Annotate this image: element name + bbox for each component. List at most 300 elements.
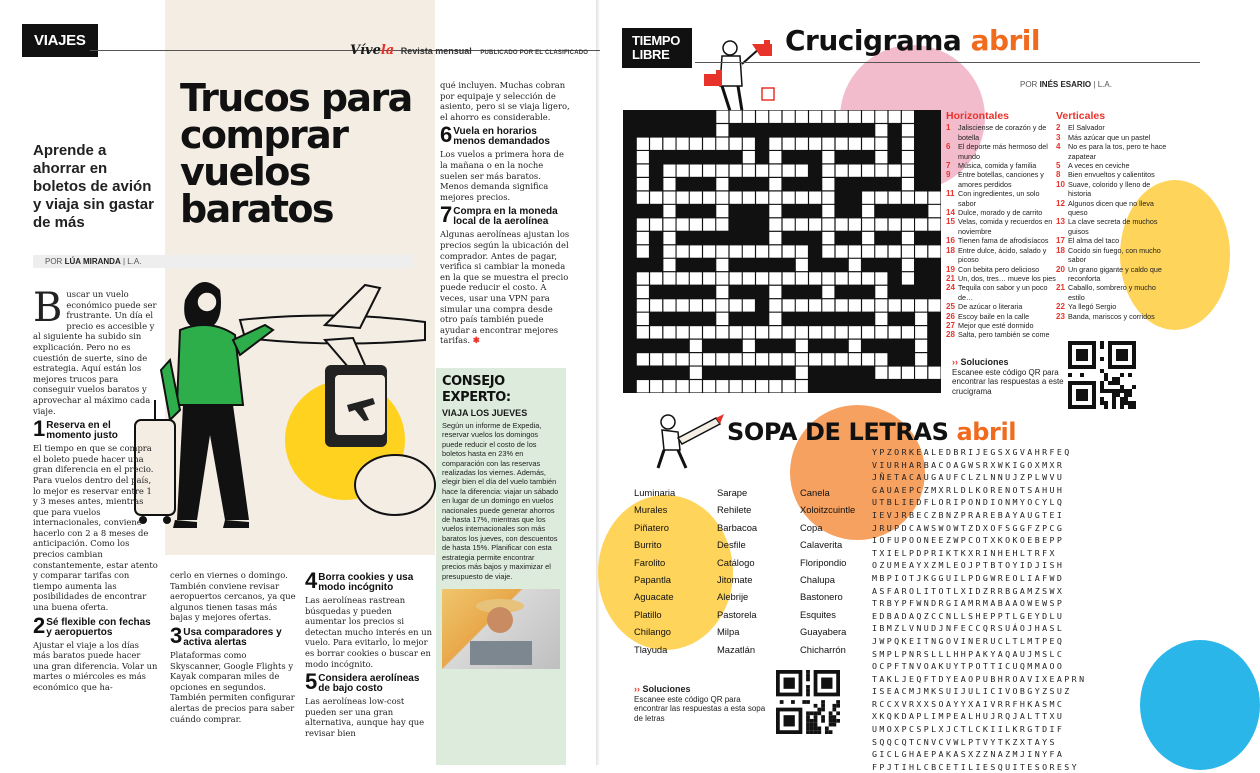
crossword-cell[interactable] [796,380,808,392]
crossword-cell[interactable] [743,138,755,150]
crossword-cell[interactable] [902,124,914,136]
crossword-cell[interactable] [663,272,675,284]
crossword-cell[interactable] [796,353,808,365]
crossword-cell[interactable] [716,178,728,190]
crossword-cell[interactable] [875,286,887,298]
crossword-cell[interactable] [769,286,781,298]
crossword-cell[interactable] [796,165,808,177]
crossword-cell[interactable] [809,218,821,230]
crossword-cell[interactable] [822,138,834,150]
crossword-cell[interactable] [849,299,861,311]
crossword-cell[interactable] [703,272,715,284]
crossword-cell[interactable] [716,124,728,136]
crossword-cell[interactable] [822,192,834,204]
crossword-cell[interactable] [849,245,861,257]
crossword-cell[interactable] [836,111,848,123]
crossword-cell[interactable] [663,353,675,365]
tip-7-heading: 7 Compra en la moneda local de la aerolínea [440,202,558,228]
word-item: Floripondio [800,556,847,568]
crossword-cell[interactable] [915,326,927,338]
crossword-cell[interactable] [809,353,821,365]
crossword-cell[interactable] [637,353,649,365]
crossword-cell[interactable] [889,367,901,379]
crossword-cell[interactable] [809,326,821,338]
word-item: Alebrije [717,591,749,603]
crossword-cell[interactable] [677,272,689,284]
pencil-man-illustration [650,410,725,470]
crossword-cell[interactable] [637,272,649,284]
crossword-cell[interactable] [769,299,781,311]
crossword-cell[interactable] [690,326,702,338]
crossword-cell[interactable] [637,326,649,338]
crossword-cell[interactable] [862,245,874,257]
crossword-cell[interactable] [849,353,861,365]
crossword-cell[interactable] [889,245,901,257]
crossword-cell[interactable] [875,124,887,136]
crossword-cell[interactable] [730,138,742,150]
crossword-cell[interactable] [716,380,728,392]
crossword-cell[interactable] [902,111,914,123]
crossword-cell[interactable] [849,272,861,284]
crossword-cell[interactable] [637,192,649,204]
crossword-grid[interactable] [623,110,941,393]
crossword-cell[interactable] [875,245,887,257]
crossword-cell[interactable] [862,218,874,230]
crossword-cell[interactable] [703,165,715,177]
crossword-cell[interactable] [809,299,821,311]
crossword-cell[interactable] [663,205,675,217]
crossword-cell[interactable] [889,192,901,204]
crossword-cell[interactable] [783,326,795,338]
crossword-cell[interactable] [756,353,768,365]
crossword-cell[interactable] [730,326,742,338]
crossword-cell[interactable] [637,286,649,298]
crossword-cell[interactable] [756,245,768,257]
crossword-cell[interactable] [637,151,649,163]
crossword-cell[interactable] [769,192,781,204]
crossword-cell[interactable] [716,353,728,365]
crossword-cell[interactable] [928,205,940,217]
crossword-cell[interactable] [928,245,940,257]
crossword-cell[interactable] [849,165,861,177]
crossword-cell[interactable] [663,165,675,177]
crossword-cell[interactable] [849,326,861,338]
crossword-cell[interactable] [703,138,715,150]
crossword-cell[interactable] [822,326,834,338]
crossword-cell[interactable] [637,165,649,177]
crossword-cell[interactable] [796,259,808,271]
crossword-cell[interactable] [650,272,662,284]
crossword-cell[interactable] [769,165,781,177]
crossword-cell[interactable] [677,138,689,150]
crossword-cell[interactable] [796,326,808,338]
crossword-cell[interactable] [743,299,755,311]
crossword-cell[interactable] [783,353,795,365]
crossword-cell[interactable] [743,380,755,392]
crossword-cell[interactable] [915,299,927,311]
crossword-cell[interactable] [849,111,861,123]
crossword-cell[interactable] [769,313,781,325]
crossword-cell[interactable] [849,138,861,150]
crossword-cell[interactable] [716,326,728,338]
crossword-cell[interactable] [822,272,834,284]
wordsearch-row: UTBLIEDFLORIPONDIONMYOCYLQ [872,497,1065,508]
crossword-cell[interactable] [822,353,834,365]
crossword-cell[interactable] [796,245,808,257]
crossword-cell[interactable] [796,138,808,150]
crossword-cell[interactable] [862,326,874,338]
crossword-cell[interactable] [690,340,702,352]
crossword-cell[interactable] [783,138,795,150]
crossword-cell[interactable] [677,299,689,311]
crossword-cell[interactable] [836,138,848,150]
crossword-cell[interactable] [836,299,848,311]
crossword-cell[interactable] [690,165,702,177]
crossword-cell[interactable] [889,218,901,230]
crossword-cell[interactable] [783,192,795,204]
crossword-cell[interactable] [637,380,649,392]
crossword-cell[interactable] [730,353,742,365]
crossword-cell[interactable] [783,299,795,311]
crossword-cell[interactable] [915,218,927,230]
crossword-cell[interactable] [650,353,662,365]
crossword-cell[interactable] [796,192,808,204]
crossword-cell[interactable] [637,218,649,230]
crossword-cell[interactable] [862,299,874,311]
crossword-cell[interactable] [650,380,662,392]
crossword-cell[interactable] [769,218,781,230]
crossword-cell[interactable] [836,165,848,177]
crossword-cell[interactable] [809,138,821,150]
crossword-cell[interactable] [915,192,927,204]
crossword-cell[interactable] [796,111,808,123]
crossword-cell[interactable] [716,111,728,123]
crossword-cell[interactable] [889,111,901,123]
crossword-cell[interactable] [690,218,702,230]
crossword-cell[interactable] [809,192,821,204]
crossword-cell[interactable] [703,299,715,311]
crossword-cell[interactable] [796,299,808,311]
crossword-cell[interactable] [915,340,927,352]
clue-text: Jalisciense de corazón y de botella [958,123,1047,142]
crossword-cell[interactable] [690,353,702,365]
crossword-cell[interactable] [836,353,848,365]
crossword-cell[interactable] [769,380,781,392]
crossword-cell[interactable] [796,272,808,284]
crossword-cell[interactable] [743,353,755,365]
crossword-cell[interactable] [663,245,675,257]
crossword-cell[interactable] [822,245,834,257]
crossword-cell[interactable] [783,380,795,392]
wordsearch-grid[interactable] [872,446,1086,773]
crossword-cell[interactable] [716,299,728,311]
crossword-cell[interactable] [889,299,901,311]
crossword-cell[interactable] [849,340,861,352]
crossword-cell[interactable] [677,165,689,177]
crossword-cell[interactable] [822,286,834,298]
crossword-cell[interactable] [862,272,874,284]
clue-text: Tienen fama de afrodisíacos [958,236,1049,246]
crossword-cell[interactable] [902,218,914,230]
crossword-cell[interactable] [836,272,848,284]
wordsearch-qr-code[interactable] [776,670,840,734]
crossword-cell[interactable] [690,138,702,150]
crossword-cell[interactable] [637,138,649,150]
crossword-cell[interactable] [822,205,834,217]
crossword-cell[interactable] [637,313,649,325]
crossword-cell[interactable] [902,151,914,163]
crossword-cell[interactable] [743,165,755,177]
crossword-cell[interactable] [769,151,781,163]
clue-number: 21 [1056,283,1065,293]
crossword-cell[interactable] [822,165,834,177]
crossword-cell[interactable] [915,313,927,325]
crossword-cell[interactable] [663,138,675,150]
crossword-cell[interactable] [783,245,795,257]
crossword-cell[interactable] [677,326,689,338]
tip-4-body: Las aerolíneas rastrean búsquedas y pueden aumentar los precios si detectan mucho interés en un vuelo. Para evitarlo, lo mejor es borrar cookies o buscar en modo incógnito. [305,595,432,669]
crossword-cell[interactable] [928,218,940,230]
crossword-cell[interactable] [703,380,715,392]
crossword-cell[interactable] [902,245,914,257]
crossword-cell[interactable] [769,326,781,338]
crossword-cell[interactable] [650,218,662,230]
crossword-cell[interactable] [822,111,834,123]
crossword-cell[interactable] [716,259,728,271]
crossword-cell[interactable] [716,218,728,230]
crossword-cell[interactable] [769,245,781,257]
crossword-cell[interactable] [875,138,887,150]
crossword-cell[interactable] [902,299,914,311]
clue-item [1056,123,1174,132]
crossword-cell[interactable] [730,299,742,311]
crossword-cell[interactable] [902,165,914,177]
crossword-cell[interactable] [875,313,887,325]
crossword-cell[interactable] [716,245,728,257]
crossword-cell[interactable] [875,299,887,311]
crossword-cell[interactable] [769,111,781,123]
crossword-cell[interactable] [889,326,901,338]
crossword-cell[interactable] [663,326,675,338]
crossword-cell[interactable] [716,205,728,217]
crossword-cell[interactable] [889,165,901,177]
crossword-cell[interactable] [650,138,662,150]
word-item: Xoloitzcuintle [800,504,856,516]
crossword-cell[interactable] [677,353,689,365]
crossword-cell[interactable] [902,326,914,338]
clue-number: 4 [1056,142,1061,152]
crossword-cell[interactable] [862,353,874,365]
crossword-cell[interactable] [716,192,728,204]
crossword-cell[interactable] [677,245,689,257]
crossword-cell[interactable] [769,138,781,150]
crossword-cell[interactable] [663,192,675,204]
crossword-cell[interactable] [875,151,887,163]
crossword-cell[interactable] [915,367,927,379]
crossword-cell[interactable] [663,178,675,190]
crossword-cell[interactable] [690,272,702,284]
crossword-cell[interactable] [902,192,914,204]
crossword-cell[interactable] [836,326,848,338]
expert-tip-box [436,368,566,765]
crossword-cell[interactable] [650,299,662,311]
crossword-cell[interactable] [862,192,874,204]
crossword-cell[interactable] [663,218,675,230]
crossword-cell[interactable] [769,178,781,190]
crossword-cell[interactable] [875,367,887,379]
crossword-cell[interactable] [769,232,781,244]
crossword-cell[interactable] [730,380,742,392]
crossword-cell[interactable] [677,218,689,230]
crossword-cell[interactable] [756,111,768,123]
crossword-cell[interactable] [822,299,834,311]
crossword-cell[interactable] [663,380,675,392]
crossword-cell[interactable] [783,165,795,177]
clue-text: Banda, mariscos y corridos [1068,311,1155,321]
crossword-cell[interactable] [915,353,927,365]
clue-number: 21 [946,273,955,283]
crossword-cell[interactable] [743,151,755,163]
crossword-cell[interactable] [875,218,887,230]
crossword-cell[interactable] [756,192,768,204]
crossword-cell[interactable] [928,192,940,204]
crossword-cell[interactable] [875,353,887,365]
crossword-cell[interactable] [716,138,728,150]
crossword-cell[interactable] [637,245,649,257]
crossword-cell[interactable] [637,178,649,190]
crossword-cell[interactable] [769,353,781,365]
crossword-cell[interactable] [690,192,702,204]
crossword-cell[interactable] [822,232,834,244]
clue-item [1056,246,1174,265]
word-item: Sarape [717,487,748,498]
crossword-cell[interactable] [756,165,768,177]
crossword-cell[interactable] [663,299,675,311]
tip-7-body: Algunas aerolíneas ajustan los precios según la ubicación del comprador. Antes de pagar, verifica si cambiar la moneda en la que se muestra el precio puede reducir el costo. A veces, usar una VPN para simular una compra desde otro país también puede ayudar a encontrar mejores tarifas. ✱ [440,229,570,346]
crossword-cell[interactable] [703,245,715,257]
crossword-cell[interactable] [690,367,702,379]
crossword-cell[interactable] [783,272,795,284]
crossword-cell[interactable] [902,259,914,271]
crossword-cell[interactable] [875,165,887,177]
crossword-cell[interactable] [862,111,874,123]
crossword-cell[interactable] [703,326,715,338]
crossword-cell[interactable] [703,192,715,204]
crossword-cell[interactable] [690,299,702,311]
clue-text: El Salvador [1068,123,1105,133]
crossword-cell[interactable] [703,218,715,230]
crossword-cell[interactable] [637,232,649,244]
crossword-cell[interactable] [677,380,689,392]
crossword-qr-code[interactable] [1068,341,1136,409]
crossword-cell[interactable] [875,326,887,338]
crossword-cell[interactable] [928,299,940,311]
crossword-cell[interactable] [650,192,662,204]
crossword-cell[interactable] [902,367,914,379]
crossword-cell[interactable] [743,192,755,204]
crossword-cell[interactable] [809,111,821,123]
crossword-cell[interactable] [637,299,649,311]
crossword-cell[interactable] [822,218,834,230]
crossword-cell[interactable] [822,178,834,190]
wordsearch-solutions: ›› Soluciones Escanee este código QR para encontrar las respuestas a esta sopa de letras [634,684,766,723]
crossword-cell[interactable] [663,259,675,271]
crossword-cell[interactable] [902,272,914,284]
crossword-cell[interactable] [703,353,715,365]
crossword-cell[interactable] [756,326,768,338]
clue-text: Con bebita pero delicioso [958,264,1040,274]
crossword-cell[interactable] [928,367,940,379]
crossword-cell[interactable] [690,245,702,257]
crossword-cell[interactable] [756,380,768,392]
crossword-cell[interactable] [730,272,742,284]
crossword-cell[interactable] [862,165,874,177]
crossword-cell[interactable] [730,111,742,123]
tip-1-body: El tiempo en que se compra el boleto puede hacer una gran diferencia en el precio. Para vuelos dentro del país, lo mejor es reservar entre 1 y 3 meses antes, mientras que para vuelos internacionales, conviene hacerlo con 2 a 8 meses de anticipación. Como los precios cambian constantemente, estar atento y comparar tarifas con tiempo aumenta las posibilidades de encontrar una buena oferta. [33,443,158,613]
crossword-cell[interactable] [875,111,887,123]
crossword-cell[interactable] [862,232,874,244]
crossword-cell[interactable] [730,165,742,177]
crossword-cell[interactable] [743,111,755,123]
crossword-cell[interactable] [875,192,887,204]
crossword-cell[interactable] [743,340,755,352]
crossword-cell[interactable] [849,259,861,271]
clue-item [1056,161,1174,170]
crossword-cell[interactable] [849,218,861,230]
crossword-cell[interactable] [756,272,768,284]
crossword-cell[interactable] [822,151,834,163]
crossword-cell[interactable] [663,232,675,244]
crossword-cell[interactable] [716,272,728,284]
crossword-cell[interactable] [743,245,755,257]
crossword-cell[interactable] [783,218,795,230]
crossword-cell[interactable] [743,272,755,284]
clue-item [946,312,1056,321]
wordsearch-row: ISEACMJMKSUIJULICIVOBGYZSUZ [872,686,1072,697]
crossword-cell[interactable] [730,245,742,257]
wordsearch-row: XKQKDAPLIMPEALHUJRQJALTTXU [872,711,1065,722]
crossword-cell[interactable] [902,178,914,190]
crossword-cells[interactable] [623,110,941,393]
crossword-cell[interactable] [796,340,808,352]
crossword-cell[interactable] [716,286,728,298]
crossword-cell[interactable] [902,138,914,150]
crossword-cell[interactable] [677,192,689,204]
crossword-cell[interactable] [716,165,728,177]
crossword-cell[interactable] [650,326,662,338]
masthead-pub: PUBLICADO POR EL CLASIFICADO [480,50,589,56]
crossword-cell[interactable] [902,232,914,244]
crossword-cell[interactable] [862,138,874,150]
crossword-cell[interactable] [743,326,755,338]
clue-text: Un grano gigante y caldo que reconforta [1068,264,1162,283]
crossword-cell[interactable] [796,367,808,379]
crossword-cell[interactable] [836,245,848,257]
crossword-cell[interactable] [783,111,795,123]
tip-6-body: Los vuelos a primera hora de la mañana o en la noche suelen ser más baratos. Menos demanda significa mejores precios. [440,149,564,202]
crossword-cell[interactable] [796,218,808,230]
crossword-cell[interactable] [716,313,728,325]
crossword-cell[interactable] [730,192,742,204]
crossword-cell[interactable] [862,205,874,217]
crossword-cell[interactable] [809,272,821,284]
crossword-cell[interactable] [836,218,848,230]
crossword-cell[interactable] [690,380,702,392]
crossword-cell[interactable] [915,245,927,257]
crossword-cell[interactable] [769,272,781,284]
crossword-cell[interactable] [875,272,887,284]
crossword-cell[interactable] [769,205,781,217]
